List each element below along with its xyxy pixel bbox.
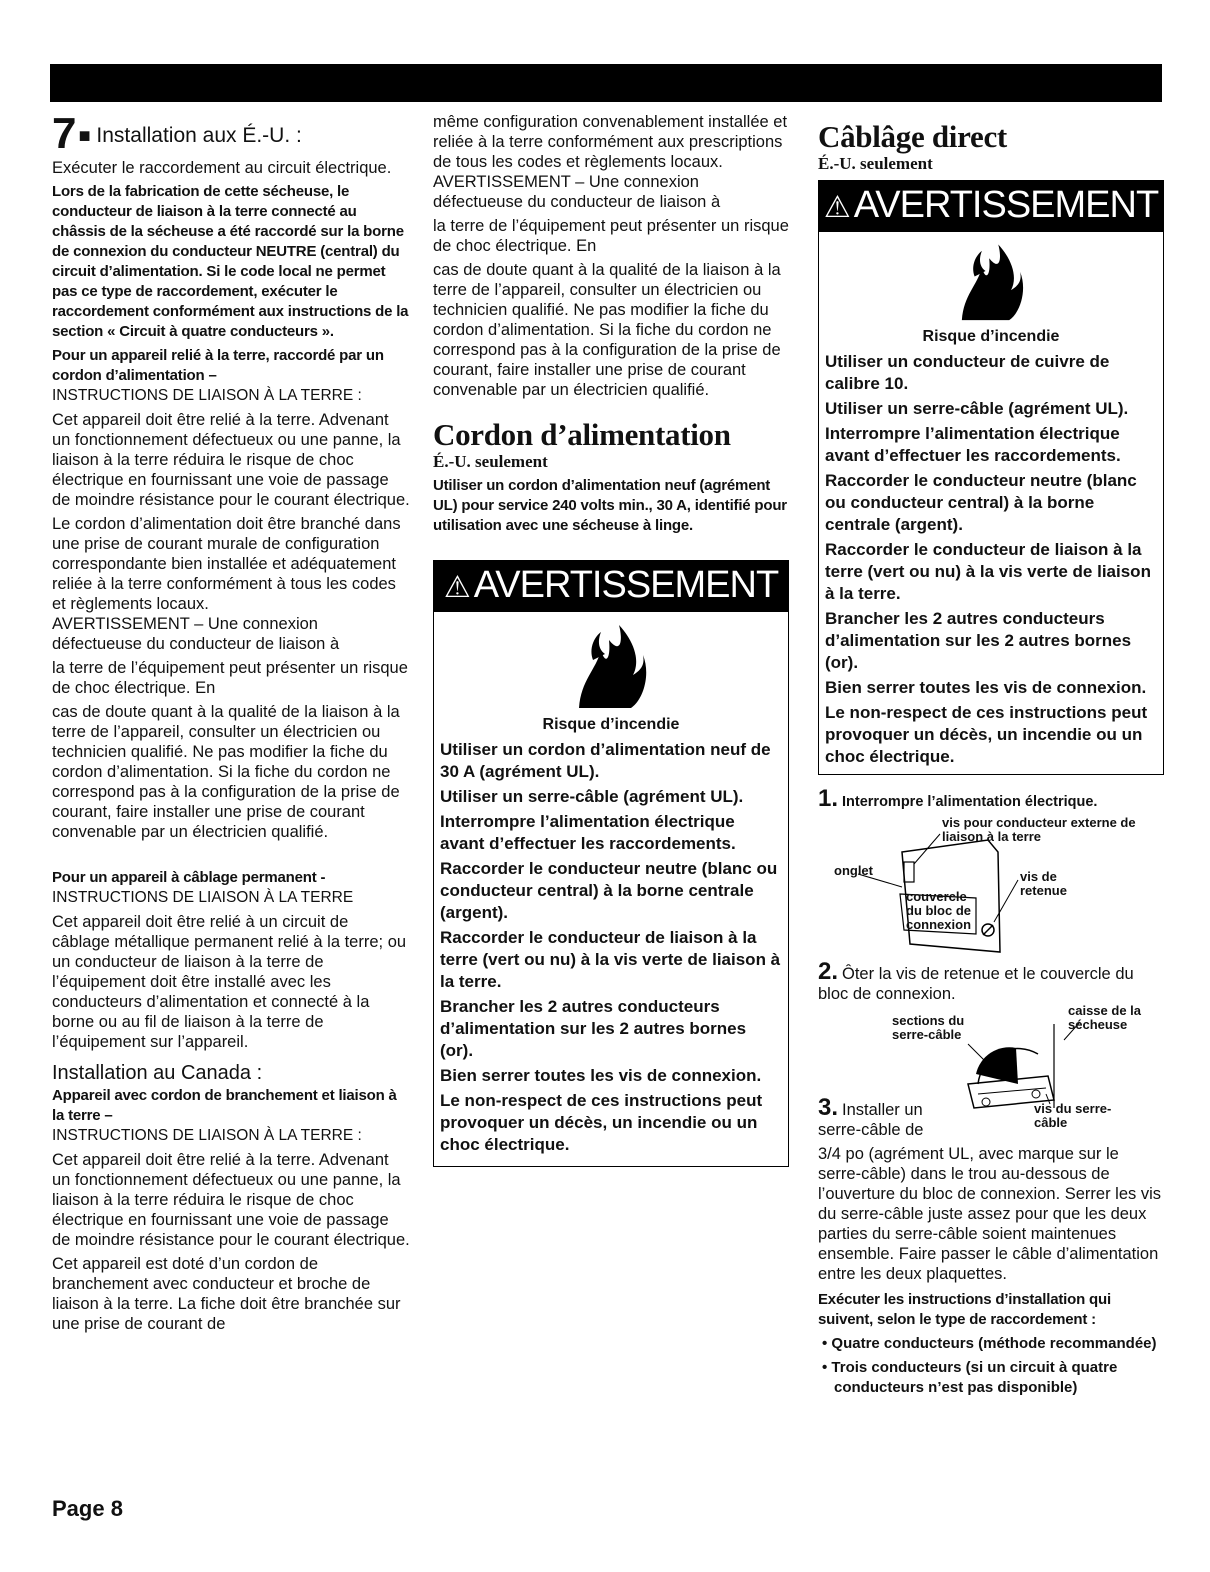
step-3-start: 3. Installer un serre-câble de (818, 1094, 924, 1139)
warning-box-cablage (818, 180, 1164, 775)
warning-line: Bien serrer toutes les vis de connexion. (440, 1066, 762, 1085)
diagram-terminal-block (818, 812, 1164, 962)
bold-paragraph: Exécuter les instructions d’installation qui suivent, selon le type de raccordement : (818, 1291, 1111, 1328)
bold-paragraph: Utiliser un cordon d’alimentation neuf (agrément UL) pour service 240 volts min., 30 A, identifié pour utilisation avec une sécheuse à linge. (433, 477, 787, 534)
paragraph: Cet appareil est doté d’un cordon de branchement avec conducteur et broche de liaison à la terre. La fiche doit être branchée sur une prise de courant de (52, 1255, 401, 1333)
warning-line: Le non-respect de ces instructions peut provoquer un décès, un incendie ou un choc électrique. (440, 1091, 763, 1154)
paragraph: AVERTISSEMENT – Une connexion défectueuse du conducteur de liaison à (433, 173, 721, 211)
warning-line: Raccorder le conducteur de liaison à la terre (vert ou nu) à la vis verte de liaison à la terre. (440, 928, 781, 991)
paragraph: Exécuter le raccordement au circuit électrique. (52, 159, 392, 177)
label-tab: onglet (834, 863, 873, 878)
warning-line: Utiliser un serre-câble (agrément UL). (825, 399, 1129, 418)
bold-paragraph: Lors de la fabrication de cette sécheuse, le conducteur de liaison à la terre connecté au châssis de la sécheuse a été raccordé sur la borne de connexion du conducteur NEUTRE (central) du circuit d’alimentation. Si le code local ne permet pas ce type de raccordement, exécuter le raccordement conformément aux instructions de la section « Circuit à quatre conducteurs ». (52, 183, 409, 340)
paragraph: cas de doute quant à la qualité de la liaison à la terre de l’appareil, consulter un électricien ou technicien qualifié. Ne pas modifier la fiche du cordon d’alimentation. Si la fiche du cordon ne correspond pas à la configuration de la prise de courant, faire installer une prise de courant convenable par un électricien qualifié. (433, 261, 781, 399)
warning-line: Interrompre l’alimentation électrique avant d’effectuer les raccordements. (440, 812, 736, 853)
section-heading-cablage: Câblâge direct (818, 119, 1007, 154)
column-1 (52, 109, 410, 1334)
warning-line: Brancher les 2 autres conducteurs d’alimentation sur les 2 autres bornes (or). (440, 997, 747, 1060)
warning-header: ⚠ AVERTISSEMENT (819, 181, 1163, 232)
warning-risk-label: Risque d’incendie (922, 328, 1060, 345)
label-cover: couvercle du bloc de connexion (906, 889, 972, 932)
warning-line: Brancher les 2 autres conducteurs d’alimentation sur les 2 autres bornes (or). (825, 609, 1132, 672)
paragraph: Cet appareil doit être relié à la terre. Advenant un fonctionnement défectueux ou une panne, la liaison à la terre réduira le risque de choc électrique en fournissant une voie de passage de moindre résistance pour le courant électrique. (52, 411, 410, 509)
label-strain-relief-sections: sections du serre-câble (892, 1013, 965, 1042)
warning-triangle-icon: ⚠ (823, 191, 850, 224)
warning-line: Raccorder le conducteur neutre (blanc ou conducteur central) à la borne centrale (argent). (825, 471, 1137, 534)
bold-paragraph: Pour un appareil à câblage permanent - (52, 869, 326, 886)
warning-line: Interrompre l’alimentation électrique avant d’effectuer les raccordements. (825, 424, 1121, 465)
header-bar (50, 64, 1162, 102)
caps-heading: INSTRUCTIONS DE LIAISON À LA TERRE : (52, 1127, 362, 1144)
column-2 (433, 112, 789, 1167)
paragraph: même configuration convenablement installée et reliée à la terre conformément aux prescriptions de tous les codes et règlements locaux. (433, 113, 788, 171)
warning-line: Utiliser un conducteur de cuivre de calibre 10. (825, 352, 1110, 393)
warning-line: Raccorder le conducteur de liaison à la terre (vert ou nu) à la vis verte de liaison à la terre. (825, 540, 1151, 603)
warning-line: Utiliser un cordon d’alimentation neuf de 30 A (agrément UL). (440, 740, 771, 781)
fire-icon (951, 240, 1031, 322)
caps-heading: INSTRUCTIONS DE LIAISON À LA TERRE (52, 889, 354, 906)
paragraph: cas de doute quant à la qualité de la liaison à la terre de l’appareil, consulter un électricien ou technicien qualifié. Ne pas modifier la fiche du cordon d’alimentation. Si la fiche du cordon ne correspond pas à la configuration de la prise de courant, faire installer une prise de courant convenable par un électricien qualifié. (52, 703, 400, 841)
label-retaining-screw: vis de retenue (1020, 869, 1067, 898)
diagram-strain-relief (818, 1003, 1164, 1139)
paragraph: la terre de l’équipement peut présenter un risque de choc électrique. En (433, 217, 789, 255)
bold-paragraph: Pour un appareil relié à la terre, raccordé par un cordon d’alimentation – (52, 347, 384, 384)
column-3 (818, 112, 1164, 1398)
warning-box-cordon (433, 560, 789, 1167)
paragraph: Cet appareil doit être relié à un circuit de câblage métallique permanent relié à la terre; ou un conducteur de liaison à la terre de l’équipement doit être installé avec les conducteurs d’alimentation et connecté à la borne ou au fil de liaison à la terre de l’équipement sur l’appareil. (52, 913, 407, 1051)
warning-line: Raccorder le conducteur neutre (blanc ou conducteur central) à la borne centrale (argent). (440, 859, 778, 922)
section-heading-7: 7 ■ Installation aux É.-U. : (52, 109, 302, 158)
section-subheading: É.-U. seulement (433, 452, 548, 471)
section-title: Installation aux É.-U. : (96, 124, 302, 147)
warning-risk-label: Risque d’incendie (542, 716, 680, 733)
label-external-ground-screw: vis pour conducteur externe de liaison à la terre (942, 815, 1136, 844)
warning-header: ⚠ AVERTISSEMENT (434, 561, 788, 612)
step-1: 1. Interrompre l’alimentation électrique. (818, 785, 1098, 812)
paragraph: Le cordon d’alimentation doit être branché dans une prise de courant murale de configuration correspondante bien installée et adéquatement reliée à la terre conformément à tous les codes et règlements locaux. (52, 515, 401, 613)
label-strain-relief-screws: vis du serre-câble (1034, 1101, 1112, 1130)
step-2: 2. Ôter la vis de retenue et le couvercle du bloc de connexion. (818, 958, 1134, 1003)
page-number: Page 8 (52, 1496, 123, 1521)
bullet-item: • Quatre conducteurs (méthode recommandée) (822, 1335, 1157, 1352)
caps-heading: INSTRUCTIONS DE LIAISON À LA TERRE : (52, 387, 362, 404)
paragraph: la terre de l’équipement peut présenter un risque de choc électrique. En (52, 659, 408, 697)
bullet-item: • Trois conducteurs (si un circuit à quatre conducteurs n’est pas disponible) (822, 1359, 1118, 1396)
section-subheading: É.-U. seulement (818, 154, 933, 173)
warning-triangle-icon: ⚠ (443, 571, 470, 604)
warning-line: Le non-respect de ces instructions peut provoquer un décès, un incendie ou un choc électrique. (825, 703, 1148, 766)
paragraph: AVERTISSEMENT – Une connexion défectueuse du conducteur de liaison à (52, 615, 340, 653)
section-number: 7 (52, 109, 77, 158)
section-heading-cordon: Cordon d’alimentation (433, 417, 731, 452)
warning-line: Bien serrer toutes les vis de connexion. (825, 678, 1147, 697)
warning-line: Utiliser un serre-câble (agrément UL). (440, 787, 744, 806)
step-3-text: 3/4 po (agrément UL, avec marque sur le serre-câble) dans le trou au-dessous de l’ouverture du bloc de connexion. Serrer les vis du serre-câble juste assez pour que les deux parties du serre-câble soient maintenues ensemble. Faire passer le câble d’alimentation entre les deux plaquettes. (818, 1145, 1162, 1283)
paragraph: Cet appareil doit être relié à la terre. Advenant un fonctionnement défectueux ou une panne, la liaison à la terre réduira le risque de choc électrique en fournissant une voie de passage de moindre résistance pour le courant électrique. (52, 1151, 410, 1249)
bold-paragraph: Appareil avec cordon de branchement et liaison à la terre – (52, 1087, 397, 1124)
subheading-canada: Installation au Canada : (52, 1062, 263, 1084)
label-dryer-case: caisse de la sécheuse (1068, 1003, 1141, 1032)
fire-icon (571, 620, 651, 710)
